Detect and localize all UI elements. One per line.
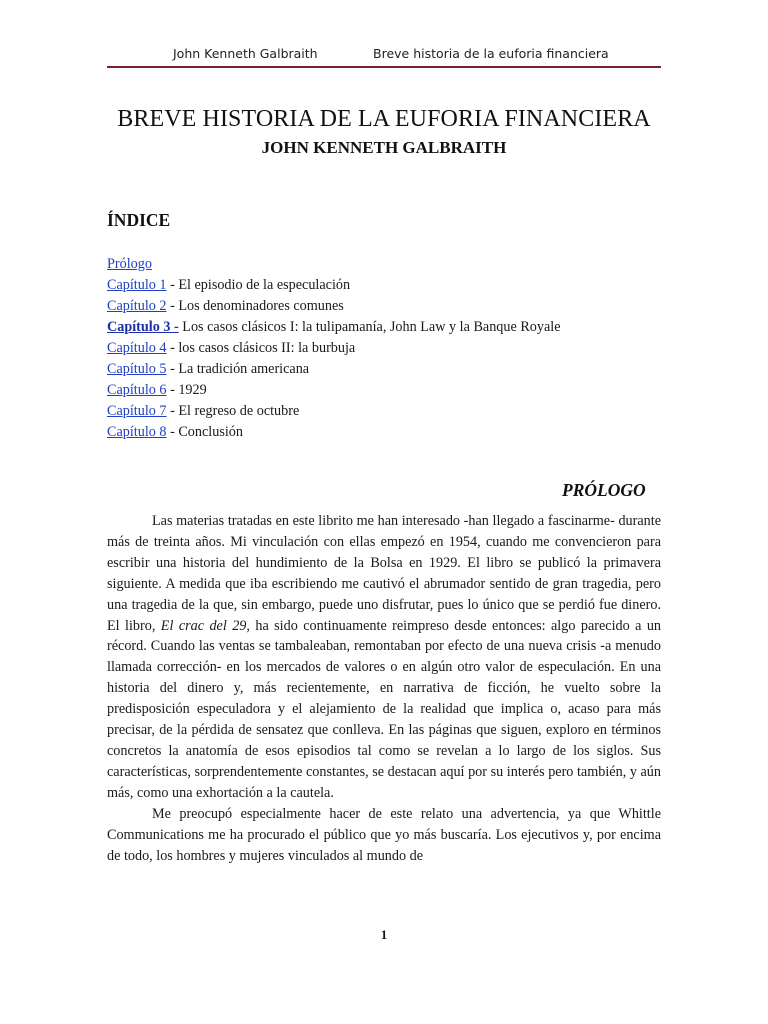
toc-item-chapter-2	[107, 296, 344, 316]
prologue-body	[107, 511, 661, 866]
toc-item-chapter-8	[107, 422, 243, 442]
toc-item-text: - los casos clásicos II: la burbuja	[166, 340, 356, 356]
toc-item-prologue	[107, 254, 152, 274]
paragraph-text: , ha sido continuamente reimpreso desde entonces: algo parecido a un récord. Cuando las ventas se tambaleaban, remontaban por efecto de una nueva crisis -a menudo llamada corrección- en los mercados de valores o en algún otro valor de especulación. En una historia del dinero y, más recientemente, en narrativa de ficción, he vuelto sobre la predisposición especuladora y el alejamiento de la realidad que implica o, acaso para más precisar, de la pérdida de sensatez que conlleva. En las páginas que siguen, exploro en términos concretos la anatomía de esos episodios tal como se revelan a lo largo de los siglos. Sus características, sorprendentemente constantes, se destacan aquí por su interés pero también, y aún más, como una exhortación a la cautela.	[107, 617, 662, 801]
toc-link-chapter-3[interactable]: Capítulo 3 -	[107, 319, 179, 335]
toc-link-chapter-1[interactable]: Capítulo 1	[107, 277, 167, 293]
toc-link-chapter-6[interactable]: Capítulo 6	[107, 382, 167, 398]
toc-item-text: - Conclusión	[166, 424, 243, 440]
toc-link-chapter-8[interactable]: Capítulo 8	[107, 424, 167, 440]
page-number: 1	[380, 928, 388, 942]
header-author: John Kenneth Galbraith	[173, 46, 318, 61]
book-title-emphasis: El crac del 29	[160, 617, 247, 634]
toc-link-chapter-4[interactable]: Capítulo 4	[107, 340, 167, 356]
paragraph	[107, 511, 661, 804]
header-book-title: Breve historia de la euforia financiera	[373, 46, 609, 61]
toc-item-chapter-7	[107, 401, 299, 421]
toc-item-chapter-1	[107, 275, 350, 295]
toc-item-chapter-4	[107, 338, 355, 358]
toc-item-text: - El regreso de octubre	[166, 403, 300, 419]
document-author: JOHN KENNETH GALBRAITH	[261, 138, 507, 157]
toc-item-text: Los casos clásicos I: la tulipamanía, John Law y la Banque Royale	[178, 319, 561, 335]
toc-item-chapter-6	[107, 380, 207, 400]
toc-link-chapter-5[interactable]: Capítulo 5	[107, 361, 167, 377]
toc-link-chapter-7[interactable]: Capítulo 7	[107, 403, 167, 419]
toc-link-prologue[interactable]: Prólogo	[107, 256, 152, 272]
prologue-heading: PRÓLOGO	[562, 480, 646, 500]
toc-item-text: - El episodio de la especulación	[166, 277, 351, 293]
toc-item-text: - Los denominadores comunes	[166, 298, 344, 314]
toc-link-chapter-2[interactable]: Capítulo 2	[107, 298, 167, 314]
header-rule	[107, 66, 661, 68]
paragraph-text: Las materias tratadas en este librito me han interesado -han llegado a fascinarme- durante más de treinta años. Mi vinculación con ellas empezó en 1954, cuando me convencieron para escribir una historia del hundimiento de la Bolsa en 1929. El libro se publicó la primavera siguiente. A medida que iba escribiendo me cautivó el abrumador sentido de gran tragedia, pero una tragedia de la que, sin embargo, puede uno disfrutar, pues lo único que se perdió fue dinero. El libro,	[107, 513, 661, 634]
toc-item-chapter-5	[107, 359, 309, 379]
toc-item-text: - 1929	[166, 382, 207, 398]
document-title: BREVE HISTORIA DE LA EUFORIA FINANCIERA	[117, 106, 651, 132]
running-header	[107, 46, 661, 64]
paragraph: Me preocupó especialmente hacer de este relato una advertencia, ya que Whittle Communications me ha procurado el público que yo más buscaría. Los ejecutivos y, por encima de todo, los hombres y mujeres vinculados al mundo de	[107, 805, 661, 864]
toc-item-chapter-3	[107, 317, 561, 337]
index-heading: ÍNDICE	[107, 210, 171, 230]
toc-item-text: - La tradición americana	[166, 361, 310, 377]
